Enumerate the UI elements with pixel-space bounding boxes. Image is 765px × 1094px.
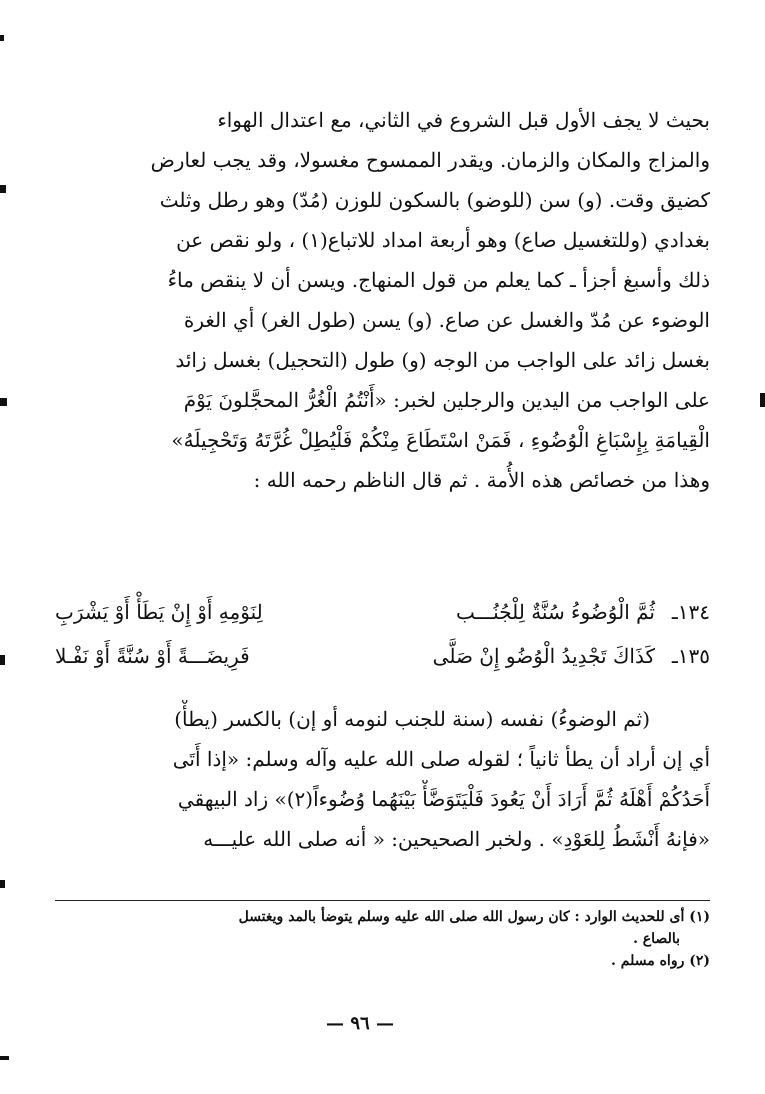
scan-edge-mark <box>760 393 765 407</box>
verse-135 <box>55 634 710 678</box>
verse-second-half: لِنَوْمِهِ أَوْ إِنْ يَطَأْ أَوْ يَشْرَبِ <box>55 600 263 624</box>
verse-first-half: ثُمَّ الْوُضُوءُ سُنَّةٌ لِلْجُنُـــب <box>455 600 655 624</box>
verse-number: ١٣٤ـ <box>671 600 710 624</box>
text-line: ذلك وأسبغ أجزأ ـ كما يعلم من قول المنهاج. ويسن أن لا ينقص ماءُ <box>167 268 710 292</box>
text-line: على الواجب من اليدين والرجلين لخبر: «أَنْتُمُ الْغُرُّ المحجَّلونَ يَوْمَ <box>183 388 710 412</box>
text-line: كضيق وقت. (و) سن (للوضو) بالسكون للوزن (مُدّ) وهو رطل وثلث <box>159 188 710 212</box>
verse-first-half: كَذَاكَ تَجْدِيدُ الْوُضُو إِنْ صَلَّى <box>432 644 655 668</box>
scan-edge-mark <box>0 35 4 41</box>
footnote-continuation: بالصاع . <box>633 931 680 947</box>
text-line: والمزاج والمكان والزمان. ويقدر الممسوح مغسولا، وقد يجب لعارض <box>150 148 710 172</box>
text-line: الوضوء عن مُدّ والغسل عن صاع. (و) يسن (طول الغر) أي الغرة <box>183 308 710 332</box>
footnote-marker: (٢) <box>689 953 710 969</box>
scan-edge-mark <box>0 1056 9 1060</box>
text-line: أي إن أراد أن يطأ ثانياً ؛ لقوله صلى الله عليه وآله وسلم: «إذا أَتَى <box>172 747 710 771</box>
scan-edge-mark <box>0 880 5 888</box>
text-line: بحيث لا يجف الأول قبل الشروع في الثاني، مع اعتدال الهواء <box>217 108 710 132</box>
footnote-1 <box>55 906 710 928</box>
scan-edge-mark <box>0 185 6 193</box>
footnote-marker: (١) <box>689 909 710 925</box>
text-line: بغدادي (وللتغسيل صاع) وهو أربعة امداد للاتباع(١) ، ولو نقص عن <box>176 228 710 252</box>
text-line: (ثم الوضوءُ) نفسه (سنة للجنب لنومه أو إن) بالكسر (يطأْ) <box>174 707 650 731</box>
verse-number: ١٣٥ـ <box>671 644 710 668</box>
text-line: بغسل زائد على الواجب من الوجه (و) طول (التحجيل) بغسل زائد <box>175 348 710 372</box>
footnote-text: رواه مسلم . <box>611 953 685 969</box>
page-number: — ٩٦ — <box>326 1013 394 1034</box>
poem-verses <box>55 590 710 678</box>
verse-134 <box>55 590 710 634</box>
verse-second-half: فَرِيضَـــةً أَوْ سُنَّةً أَوْ نَفْـلا <box>55 644 250 668</box>
footnotes <box>55 906 710 972</box>
scan-edge-mark <box>0 655 5 665</box>
footnote-text: أى للحديث الوارد : كان رسول الله صلى الله عليه وسلم يتوضأ بالمد ويغتسل <box>238 909 685 925</box>
text-line: أَحَدُكُمْ أَهْلَهُ ثُمَّ أَرَادَ أَنْ يَعُودَ فَلْيَتَوَضَّأْ بَيْنَهُما وُضُوءاً(٢)» زاد البيهقي <box>177 787 710 811</box>
footnote-divider <box>55 900 710 901</box>
scan-edge-mark <box>0 398 7 406</box>
footnote-2 <box>55 950 710 972</box>
text-line: «فإنهُ أَنْشَطُ لِلعَوْدِ» . ولخبر الصحيحين: « أنه صلى الله عليـــه <box>203 827 710 851</box>
text-line: وهذا من خصائص هذه الأُمة . ثم قال الناظم رحمه الله : <box>253 468 710 492</box>
commentary-paragraph <box>55 700 710 860</box>
main-paragraph <box>55 100 710 500</box>
text-line: الْقِيامَةِ بِإِسْبَاغِ الْوُضُوءِ ، فَمَنْ اسْتَطَاعَ مِنْكُمْ فَلْيُطِلْ غُرَّتَهُ وَتَحْجِيلَهُ» <box>171 428 710 452</box>
